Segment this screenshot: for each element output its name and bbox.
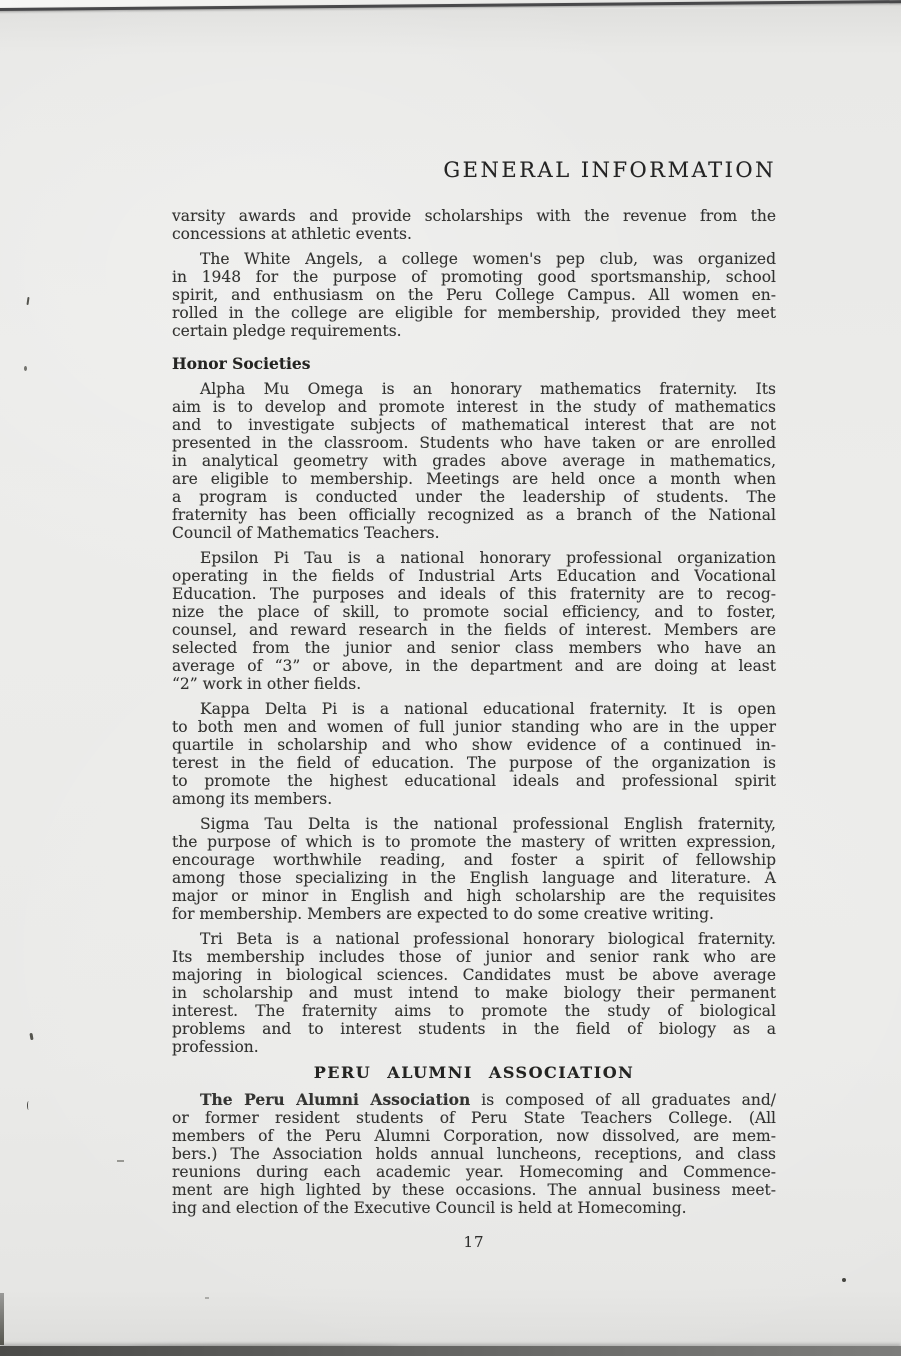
- text-line: presented in the classroom. Students who have taken or are enrolled: [172, 434, 776, 452]
- paragraph-sigma-tau-delta: [172, 815, 776, 923]
- paragraph-kappa-delta-pi: [172, 700, 776, 808]
- paragraph-alpha-mu-omega: [172, 380, 776, 542]
- peru-alumni-association-heading: PERU ALUMNI ASSOCIATION: [313, 1063, 635, 1082]
- text-line: members of the Peru Alumni Corporation, now dissolved, are mem-: [172, 1127, 776, 1145]
- text-line: in 1948 for the purpose of promoting good sportsmanship, school: [172, 268, 776, 286]
- text-line: among its members.: [172, 790, 333, 808]
- text-line: selected from the junior and senior class members who have an: [172, 639, 776, 657]
- text-line: Sigma Tau Delta is the national professional English fraternity,: [200, 815, 776, 833]
- text-line: fraternity has been officially recognized as a branch of the National: [172, 506, 776, 524]
- paragraph-peru-alumni-association: [172, 1091, 776, 1217]
- paragraph-epsilon-pi-tau: [172, 549, 776, 693]
- paragraph-white-angels: [172, 250, 776, 340]
- text-line: are eligible to membership. Meetings are held once a month when: [172, 470, 776, 488]
- text-line: ing and election of the Executive Council is held at Homecoming.: [172, 1199, 687, 1217]
- page-content: [172, 207, 776, 1217]
- text-line: average of “3” or above, in the department and are doing at least: [172, 657, 776, 675]
- scan-speck: [24, 366, 27, 371]
- text-line: bers.) The Association holds annual luncheons, receptions, and class: [172, 1145, 776, 1163]
- scan-speck: [842, 1278, 846, 1282]
- text-line: Alpha Mu Omega is an honorary mathematics fraternity. Its: [200, 380, 776, 398]
- text-line: majoring in biological sciences. Candidates must be above average: [172, 966, 776, 984]
- text-line: varsity awards and provide scholarships with the revenue from the: [172, 207, 776, 225]
- text-line: Council of Mathematics Teachers.: [172, 524, 440, 542]
- text-line: and to investigate subjects of mathematical interest that are not: [172, 416, 776, 434]
- text-line: ment are high lighted by these occasions. The annual business meet-: [172, 1181, 776, 1199]
- text-line: interest. The fraternity aims to promote the study of biological: [172, 1002, 776, 1020]
- text-line: “2” work in other fields.: [172, 675, 362, 693]
- text-line: nize the place of skill, to promote social efficiency, and to foster,: [172, 603, 776, 621]
- text-line: in analytical geometry with grades above average in mathematics,: [172, 452, 776, 470]
- text-line: quartile in scholarship and who show evidence of a continued in-: [172, 736, 776, 754]
- scan-speck: [29, 1033, 33, 1040]
- text-line: aim is to develop and promote interest in the study of mathematics: [172, 398, 776, 416]
- honor-societies-heading: Honor Societies: [172, 354, 311, 373]
- text-line: in scholarship and must intend to make biology their permanent: [172, 984, 776, 1002]
- text-line: major or minor in English and high scholarship are the requisites: [172, 887, 776, 905]
- text-line: Education. The purposes and ideals of this fraternity are to recog-: [172, 585, 776, 603]
- text-line: to both men and women of full junior standing who are in the upper: [172, 718, 776, 736]
- text-line: terest in the field of education. The purpose of the organization is: [172, 754, 776, 772]
- scan-speck: [205, 1297, 209, 1299]
- text-line: spirit, and enthusiasm on the Peru College Campus. All women en-: [172, 286, 776, 304]
- scan-speck: [27, 1101, 30, 1110]
- scan-speck: [26, 297, 29, 305]
- scan-bottom-edge: [0, 1346, 901, 1356]
- text-column: [172, 158, 776, 1251]
- text-line: counsel, and reward research in the fields of interest. Members are: [172, 621, 776, 639]
- text-line: certain pledge requirements.: [172, 322, 402, 340]
- text-line: or former resident students of Peru State Teachers College. (All: [172, 1109, 776, 1127]
- scan-left-edge-mark: [0, 1293, 4, 1345]
- text-line: to promote the highest educational ideals and professional spirit: [172, 772, 776, 790]
- page-header: GENERAL INFORMATION: [443, 158, 776, 182]
- text-line: the purpose of which is to promote the mastery of written expression,: [172, 833, 776, 851]
- text-line: Its membership includes those of junior and senior rank who are: [172, 948, 776, 966]
- scan-speck: [117, 1160, 124, 1162]
- text-line: a program is conducted under the leadership of students. The: [172, 488, 776, 506]
- text-line: Kappa Delta Pi is a national educational fraternity. It is open: [200, 700, 776, 718]
- paragraph-tri-beta: [172, 930, 776, 1056]
- text-line: Epsilon Pi Tau is a national honorary professional organization: [200, 549, 776, 567]
- paragraph-varsity-awards: [172, 207, 776, 243]
- text-line: problems and to interest students in the field of biology as a: [172, 1020, 776, 1038]
- text-line: operating in the fields of Industrial Arts Education and Vocational: [172, 567, 776, 585]
- text-line: reunions during each academic year. Homecoming and Commence-: [172, 1163, 776, 1181]
- text-line: for membership. Members are expected to do some creative writing.: [172, 905, 714, 923]
- text-line: profession.: [172, 1038, 259, 1056]
- text-line: concessions at athletic events.: [172, 225, 412, 243]
- text-line: encourage worthwhile reading, and foster a spirit of fellowship: [172, 851, 776, 869]
- text-line: The White Angels, a college women's pep club, was organized: [200, 250, 776, 268]
- bold-lead-in: The Peru Alumni Association: [200, 1090, 471, 1109]
- text-line: rolled in the college are eligible for membership, provided they meet: [172, 304, 776, 322]
- page-number: 17: [463, 1233, 485, 1251]
- text-line: The Peru Alumni Association is composed of all graduates and/: [200, 1090, 776, 1109]
- text-line: among those specializing in the English language and literature. A: [172, 869, 776, 887]
- text-line: Tri Beta is a national professional honorary biological fraternity.: [200, 930, 776, 948]
